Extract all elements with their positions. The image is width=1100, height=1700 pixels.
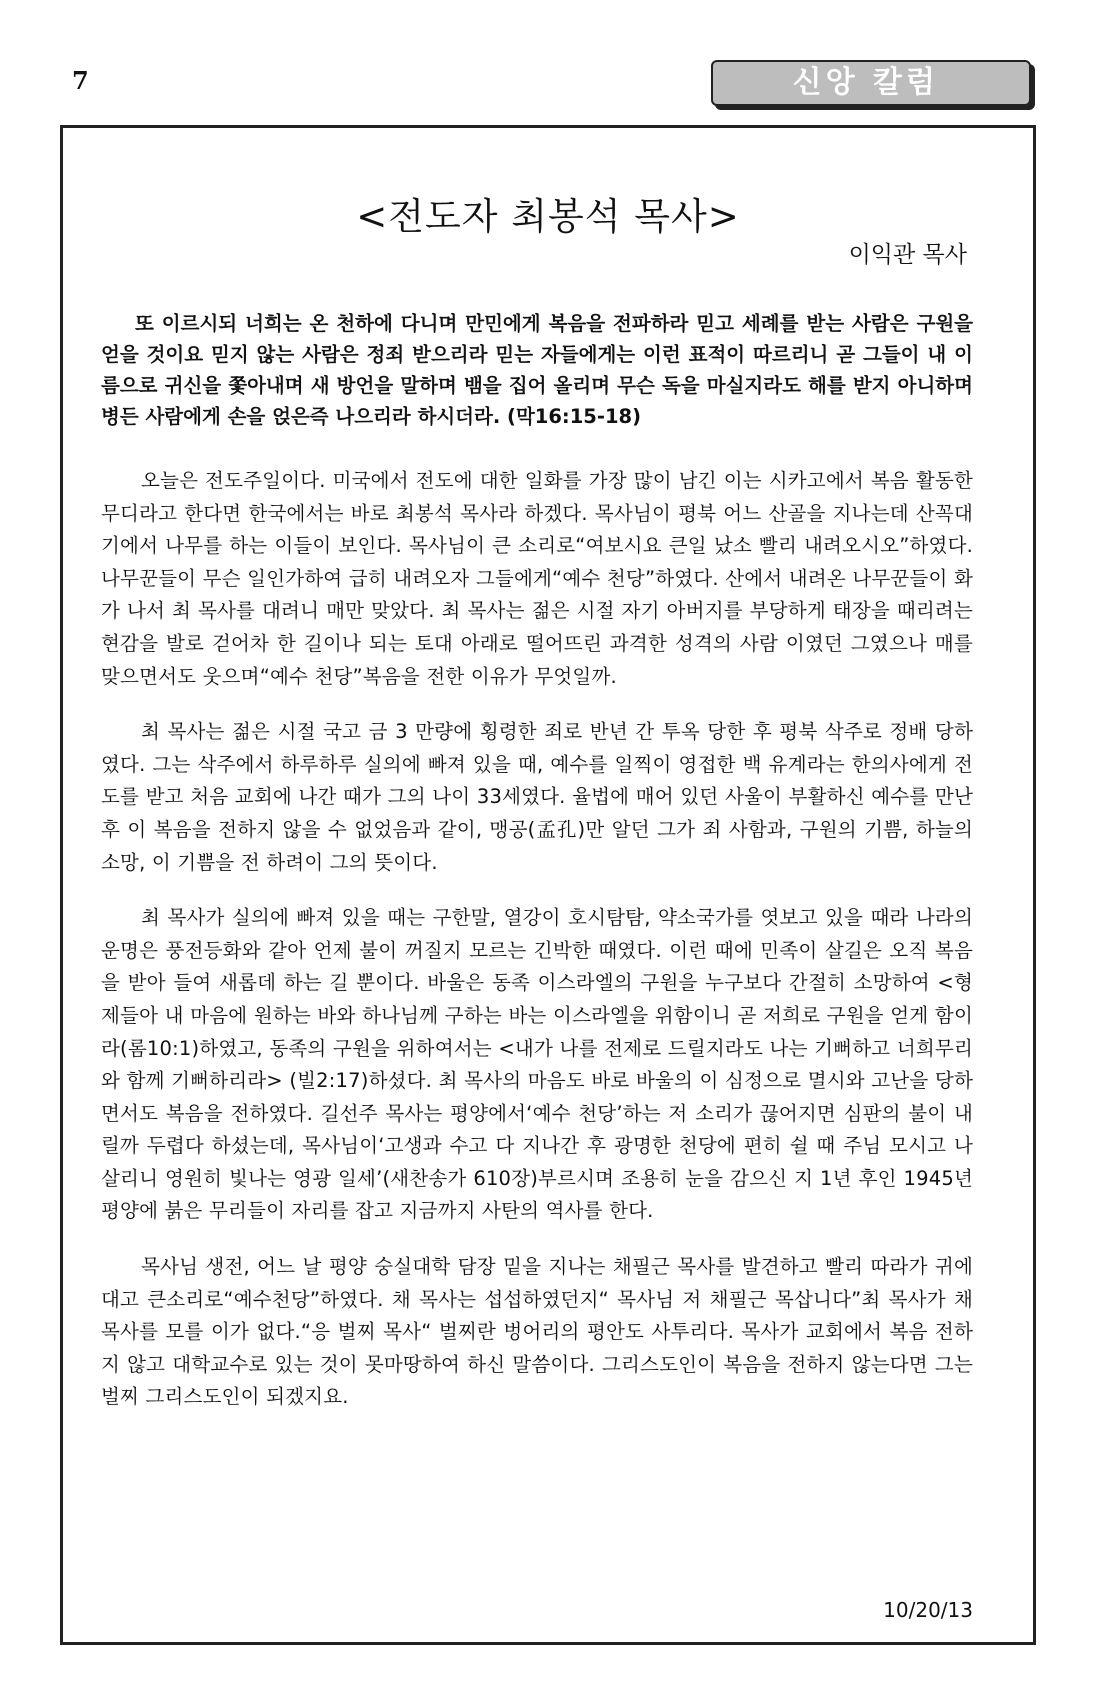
body-paragraph: 최 목사가 실의에 빠져 있을 때는 구한말, 열강이 호시탐탐, 약소국가를 엿보고 있을 때라 나라의 운명은 풍전등화와 같아 언제 불이 꺼질지 모르는 긴박한 때였다. 이런 때에 민족이 살길은 오직 복음을 받아 들여 새롭데 하는 길 뿐이다. 바울은 동족 이스라엘의 구원을 누구보다 간절히 소망하여 <형제들아 내 마음에 원하는 바와 하나님께 구하는 바는 이스라엘을 위함이니 곧 저희로 구원을 얻게 함이라(롬10:1)하였고, 동족의 구원을 위하여서는 <내가 나를 전제로 드릴지라도 나는 기뻐하고 너희무리와 함께 기뻐하리라> (빌2:17)하셨다. 최 목사의 마음도 바로 바울의 이 심정으로 멸시와 고난을 당하면서도 복음을 전하였다. 길선주 목사는 평양에서‘예수 천당’하는 저 소리가 끊어지면 심판의 불이 내릴까 두렵다 하셨는데, 목사님이‘고생과 수고 다 지나간 후 광명한 천당에 편히 쉴 때 주님 모시고 나 살리니 영원히 빛나는 영광 일세’(새찬송가 610장)부르시며 조용히 눈을 감으신 지 1년 후인 1945년 평양에 붉은 무리들이 자리를 잡고 지금까지 사탄의 역사를 한다. <box>101 906 973 1223</box>
body-paragraph: 목사님 생전, 어느 날 평양 숭실대학 담장 밑을 지나는 채필근 목사를 발견하고 빨리 따라가 귀에 대고 큰소리로“예수천당”하였다. 채 목사는 섭섭하였던지“ 목사님 저 채필근 목삽니다”최 목사가 채 목사를 모를 이가 없다.“응 벌찌 목사“ 벌찌란 벙어리의 평안도 사투리다. 목사가 교회에서 복음 전하지 않고 대학교수로 있는 것이 못마땅하여 하신 말씀이다. 그리스도인이 복음을 전하지 않는다면 그는 벌찌 그리스도인이 되겠지요. <box>101 1255 973 1409</box>
page-number: 7 <box>72 66 89 95</box>
article-body <box>101 465 973 1437</box>
body-paragraph: 오늘은 전도주일이다. 미국에서 전도에 대한 일화를 가장 많이 남긴 이는 시카고에서 복음 활동한 무디라고 한다면 한국에서는 바로 최봉석 목사라 하겠다. 목사님이 평북 어느 산골을 지나는데 산꼭대기에서 나무를 하는 이들이 보인다. 목사님이 큰 소리로“여보시요 큰일 났소 빨리 내려오시오”하였다. 나무꾼들이 무슨 일인가하여 급히 내려오자 그들에게“예수 천당”하였다. 산에서 내려온 나무꾼들이 화가 나서 최 목사를 대려니 매만 맞았다. 최 목사는 젊은 시절 자기 아버지를 부당하게 태장을 때리려는 현감을 발로 걷어차 한 길이나 되는 토대 아래로 떨어뜨린 과격한 성격의 사람 이였던 그였으나 매를 맞으면서도 웃으며“예수 천당”복음을 전한 이유가 무엇일까. <box>101 469 973 688</box>
scripture-quote: 또 이르시되 너희는 온 천하에 다니며 만민에게 복음을 전파하라 믿고 세례를 받는 사람은 구원을 얻을 것이요 믿지 않는 사람은 정죄 받으리라 믿는 자들에게는 이런 표적이 따르리니 곧 그들이 내 이름으로 귀신을 쫓아내며 새 방언을 말하며 뱀을 집어 올리며 무슨 독을 마실지라도 해를 받지 아니하며 병든 사람에게 손을 얹은즉 나으리라 하시더라. (막16:15-18) <box>101 312 973 428</box>
section-label: 신앙 칼럼 <box>711 60 1031 106</box>
article-title: <전도자 최봉석 목사> <box>356 195 740 238</box>
article-frame <box>60 125 1036 1645</box>
body-paragraph: 최 목사는 젊은 시절 국고 금 3 만량에 횡령한 죄로 반년 간 투옥 당한 후 평북 삭주로 정배 당하였다. 그는 삭주에서 하루하루 실의에 빠져 있을 때, 예수를 일찍이 영접한 백 유계라는 한의사에게 전도를 받고 처음 교회에 나간 때가 그의 나이 33세였다. 율법에 매어 있던 사울이 부활하신 예수를 만난 후 이 복음을 전하지 않을 수 없었음과 같이, 맹공(孟孔)만 알던 그가 죄 사함과, 구원의 기쁨, 하늘의 소망, 이 기쁨을 전 하려이 그의 뜻이다. <box>101 720 973 874</box>
article-author: 이익관 목사 <box>848 242 967 268</box>
article-date: 10/20/13 <box>883 1598 973 1622</box>
